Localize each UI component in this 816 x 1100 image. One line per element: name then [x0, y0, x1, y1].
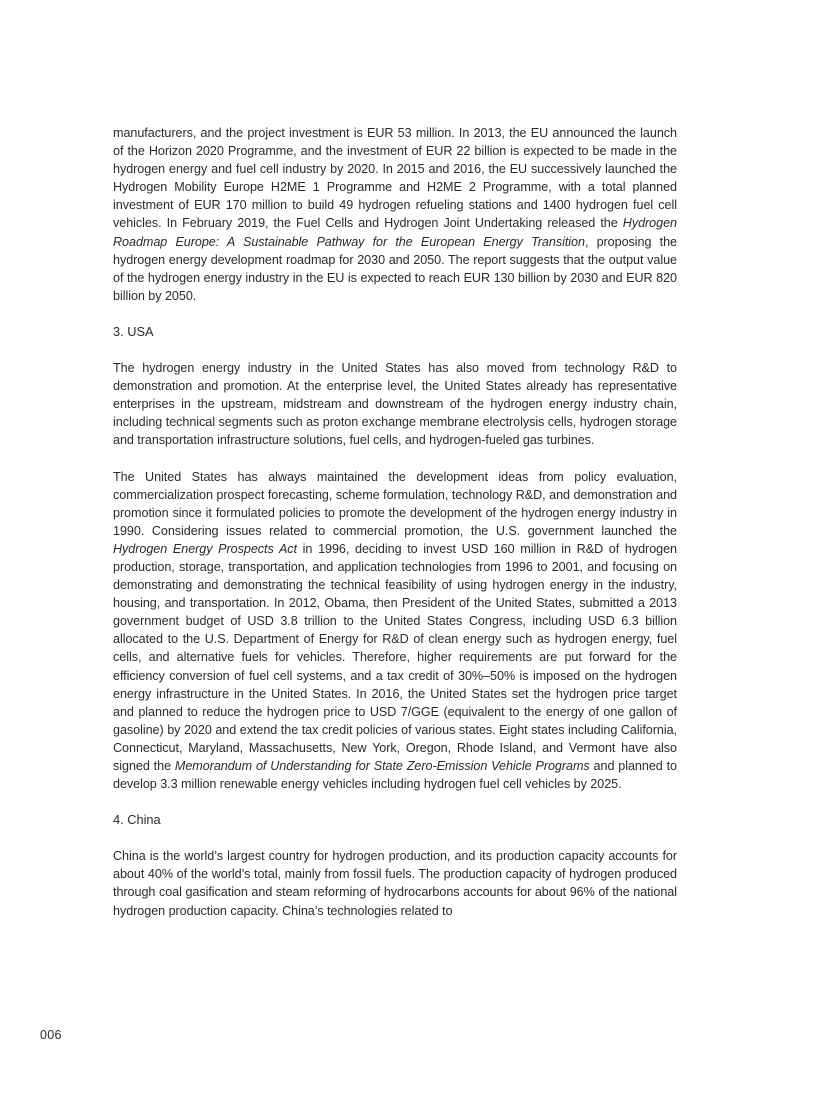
text-segment: , proposing the hydrogen energy development roadmap for 2030 and 2050. The report suggests that the output value of the hydrogen energy industry in the EU is expected to reach EUR 130 billion by 2030 and EUR 820 billion by 2050.	[113, 234, 677, 303]
page-number: 006	[40, 1028, 62, 1042]
text-segment: China is the world’s largest country for hydrogen production, and its production capacity accounts for about 40% of the world’s total, mainly from fossil fuels. The production capacity of hydrogen produced through coal gasification and steam reforming of hydrocarbons accounts for about 96% of the national hydrogen production capacity. China’s technologies related to	[113, 849, 677, 918]
text-segment: The hydrogen energy industry in the United States has also moved from technology R&D to demonstration and promotion. At the enterprise level, the United States already has representative enterprises in the upstream, midstream and downstream of the hydrogen energy industry chain, including technical segments such as proton exchange membrane electrolysis cells, hydrogen storage and transportation infrastructure solutions, fuel cells, and hydrogen-fueled gas turbines.	[113, 361, 677, 448]
paragraph-usa-policy	[113, 468, 677, 794]
italic-title-hydrogen-roadmap-europe: Hydrogen Roadmap Europe: A Sustainable Pathway for the European Energy Transition	[113, 216, 677, 249]
paragraph-usa-industry	[113, 359, 677, 449]
paragraph-spacer	[113, 450, 677, 468]
text-segment: and planned to develop 3.3 million renewable energy vehicles including hydrogen fuel cell vehicles by 2025.	[113, 759, 677, 792]
text-segment: manufacturers, and the project investment is EUR 53 million. In 2013, the EU announced the launch of the Horizon 2020 Programme, and the investment of EUR 22 billion is expected to be made in the hydrogen energy and fuel cell industry by 2020. In 2015 and 2016, the EU successively launched the Hydrogen Mobility Europe H2ME 1 Programme and H2ME 2 Programme, with a total planned investment of EUR 170 million to build 49 hydrogen refueling stations and 1400 hydrogen fuel cell vehicles. In February 2019, the Fuel Cells and Hydrogen Joint Undertaking released the	[113, 126, 677, 231]
paragraph-eu-continued	[113, 124, 677, 305]
text-segment: The United States has always maintained the development ideas from policy evaluation, commercialization prospect forecasting, scheme formulation, technology R&D, and demonstration and promotion since it formulated policies to promote the development of the hydrogen energy industry in 1990. Considering issues related to commercial promotion, the U.S. government launched the	[113, 469, 677, 538]
section-heading-china: 4. China	[113, 812, 161, 828]
paragraph-spacer	[113, 793, 677, 811]
page-body	[113, 124, 677, 920]
paragraph-china-production	[113, 847, 677, 919]
paragraph-spacer	[113, 829, 677, 847]
paragraph-spacer	[113, 305, 677, 323]
italic-title-hydrogen-energy-prospects-act: Hydrogen Energy Prospects Act	[113, 541, 297, 556]
italic-title-memorandum-zev-programs: Memorandum of Understanding for State Zero-Emission Vehicle Programs	[174, 759, 590, 773]
paragraph-spacer	[113, 341, 677, 359]
section-heading-usa: 3. USA	[113, 323, 154, 339]
text-segment: in 1996, deciding to invest USD 160 million in R&D of hydrogen production, storage, transportation, and application technologies from 1996 to 2001, and focusing on demonstrating and demonstrating the technical feasibility of using hydrogen energy in the industry, housing, and transportation. In 2012, Obama, then President of the United States, submitted a 2013 government budget of USD 3.8 trillion to the United States Congress, including USD 6.3 billion allocated to the U.S. Department of Energy for R&D of clean energy such as hydrogen energy, fuel cells, and alternative fuels for vehicles. Therefore, higher requirements are put forward for the efficiency conversion of fuel cell systems, and a tax credit of 30%–50% is imposed on the hydrogen energy infrastructure in the United States. In 2016, the United States set the hydrogen price target and planned to reduce the hydrogen price to USD 7/GGE (equivalent to the energy of one gallon of gasoline) by 2020 and extend the tax credit policies of various states. Eight states including California, Connecticut, Maryland, Massachusetts, New York, Oregon, Rhode Island, and Vermont have also signed the	[113, 541, 678, 773]
